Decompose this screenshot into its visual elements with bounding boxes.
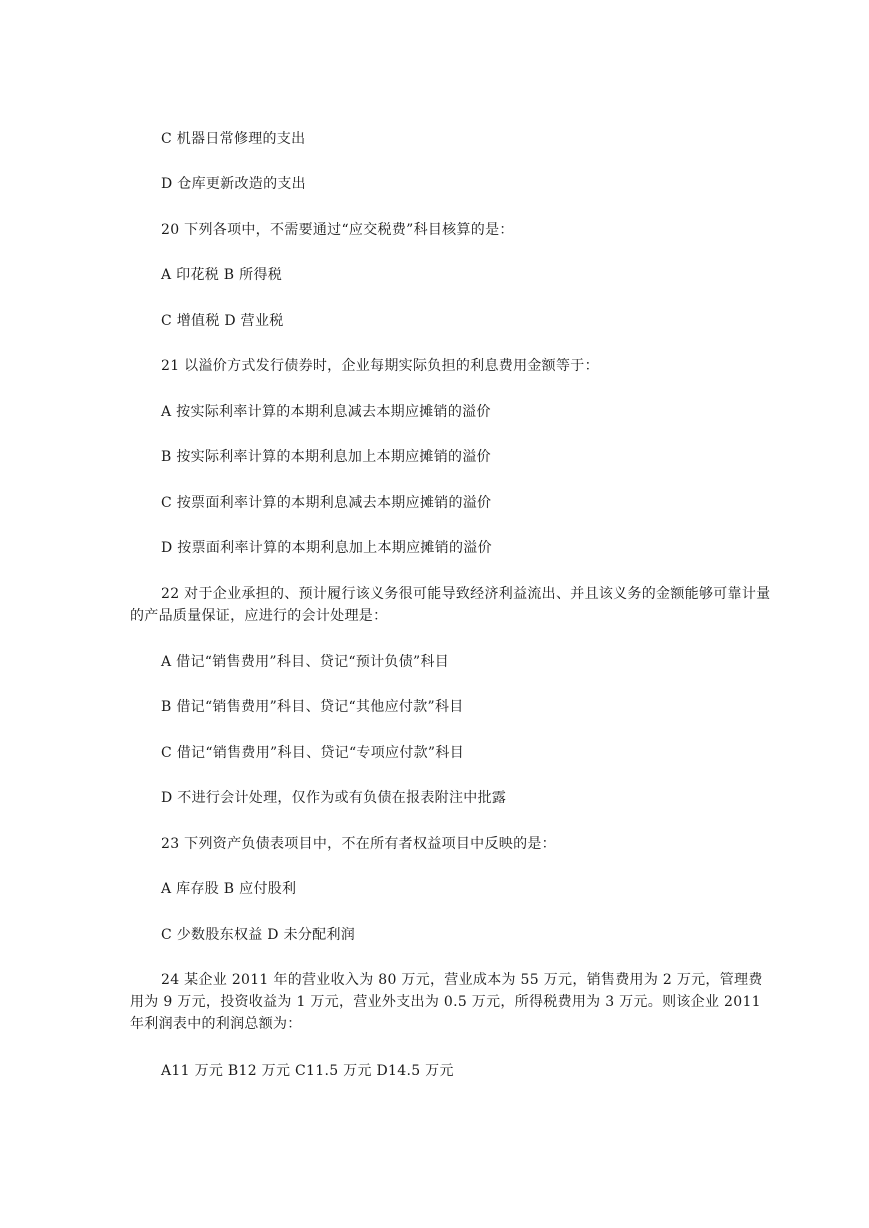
- question-line: 21 以溢价方式发行债券时，企业每期实际负担的利息费用金额等于：: [161, 358, 599, 374]
- option-line: D 按票面利率计算的本期利息加上本期应摊销的溢价: [161, 540, 492, 556]
- option-line: B 借记“销售费用”科目、贷记“其他应付款”科目: [161, 699, 464, 715]
- option-line: A 借记“销售费用”科目、贷记“预计负债”科目: [161, 654, 450, 670]
- option-line: A 库存股 B 应付股利: [161, 881, 297, 897]
- option-line: A11 万元 B12 万元 C11.5 万元 D14.5 万元: [161, 1063, 454, 1079]
- option-line: D 不进行会计处理，仅作为或有负债在报表附注中批露: [161, 790, 507, 806]
- option-line: C 机器日常修理的支出: [161, 131, 306, 147]
- option-line: A 印花税 B 所得税: [161, 267, 283, 283]
- option-line: A 按实际利率计算的本期利息减去本期应摊销的溢价: [161, 404, 491, 420]
- question-paragraph: 22 对于企业承担的、预计履行该义务很可能导致经济利益流出、并且该义务的金额能够可靠计量的产品质量保证，应进行的会计处理是：: [130, 586, 771, 624]
- option-line: B 按实际利率计算的本期利息加上本期应摊销的溢价: [161, 449, 491, 465]
- question-paragraph: 24 某企业 2011 年的营业收入为 80 万元，营业成本为 55 万元，销售费用为 2 万元，管理费用为 9 万元，投资收益为 1 万元，营业外支出为 0.5 万元，所得税费用为 3 万元。则该企业 2011 年利润表中的利润总额为：: [130, 972, 763, 1032]
- option-line: C 借记“销售费用”科目、贷记“专项应付款”科目: [161, 745, 464, 761]
- option-line: D 仓库更新改造的支出: [161, 176, 306, 192]
- question-line: 20 下列各项中，不需要通过“应交税费”科目核算的是：: [161, 222, 514, 238]
- option-line: C 少数股东权益 D 未分配利润: [161, 927, 356, 943]
- option-line: C 增值税 D 营业税: [161, 313, 284, 329]
- option-line: C 按票面利率计算的本期利息减去本期应摊销的溢价: [161, 495, 492, 511]
- question-line: 23 下列资产负债表项目中，不在所有者权益项目中反映的是：: [161, 836, 556, 852]
